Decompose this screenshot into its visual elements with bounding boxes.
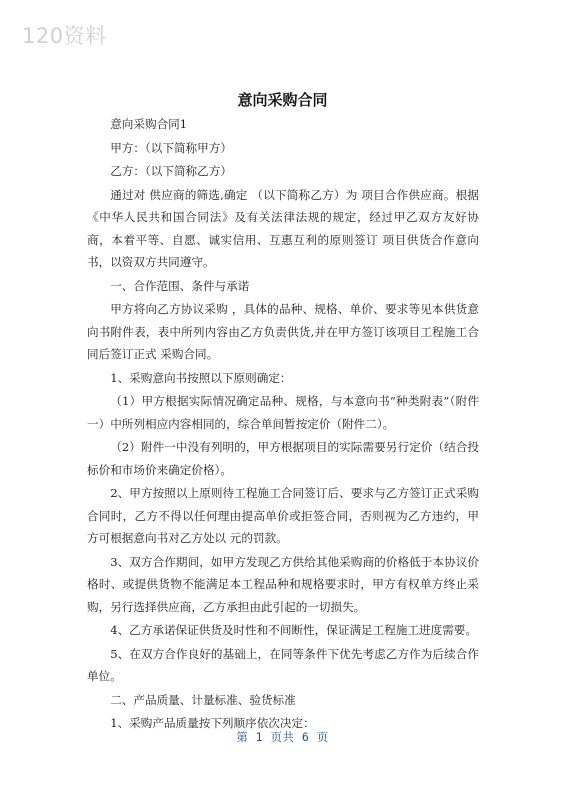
paragraph-preamble: 通过对 供应商的筛选,确定 （以下简称乙方）为 项目合作供应商。根据《中华人民共和国合同法》及有关法律法规的规定，经过甲乙双方友好协商，本着平等、自愿、诚实信用、互惠互利的原则签订 项目供货合作意向书，以资双方共同遵守。 bbox=[87, 187, 479, 269]
paragraph-clause-1: 1、采购意向书按照以下原则确定： bbox=[110, 370, 292, 385]
section-heading-2: 二、产品质量、计量标准、验货标准 bbox=[110, 692, 296, 707]
paragraph-party-b: 乙方：（以下简称乙方） bbox=[110, 164, 232, 178]
paragraph-contract-name: 意向采购合同1 bbox=[110, 117, 188, 131]
section-heading-1: 一、合作范围、条件与承诺 bbox=[110, 278, 250, 293]
paragraph-clause-4: 4、乙方承诺保证供货及时性和不间断性，保证满足工程施工进度需要。 bbox=[110, 623, 477, 637]
paragraph-clause-5: 5、在双方合作良好的基础上，在同等条件下优先考虑乙方作为后续合作单位。 bbox=[87, 646, 479, 683]
page-number-footer: 第 1 页共 6 页 bbox=[236, 730, 329, 744]
document-body bbox=[87, 113, 479, 735]
paragraph-clause-1-2: （2）附件一中没有列明的，甲方根据项目的实际需要另行定价（结合投标价和市场价来确定价格）。 bbox=[87, 440, 479, 477]
paragraph-quality-1: 1、采购产品质量按下列顺序依次决定： bbox=[110, 716, 315, 730]
watermark-logo: 120资料 bbox=[22, 24, 107, 48]
paragraph-clause-3: 3、双方合作期间，如甲方发现乙方供给其他采购商的价格低于本协议价格时、或提供货物不能满足本工程品种和规格要求时，甲方有权单方终止采购，另行选择供应商，乙方承担由此引起的一切损失。 bbox=[87, 554, 479, 614]
paragraph-scope: 甲方将向乙方协议采购 ，具体的品种、规格、单价、要求等见本供货意向书附件表，表中所列内容由乙方负责供货,并在甲方签订该项目工程施工合同后签订正式 采购合同。 bbox=[87, 302, 479, 361]
paragraph-clause-2: 2、甲方按照以上原则待工程施工合同签订后、要求与乙方签订正式采购合同时，乙方不得以任何理由提高单价或拒签合同，否则视为乙方违约，甲方可根据意向书对乙方处以 元的罚款。 bbox=[87, 486, 479, 545]
paragraph-party-a: 甲方：（以下简称甲方） bbox=[110, 140, 232, 155]
document-title: 意向采购合同 bbox=[237, 91, 328, 109]
paragraph-clause-1-1: （1）甲方根据实际情况确定品种、规格，与本意向书“种类附表”（附件一）中所列相应内容相同的，综合单间暂按定价（附件二）。 bbox=[87, 394, 479, 431]
